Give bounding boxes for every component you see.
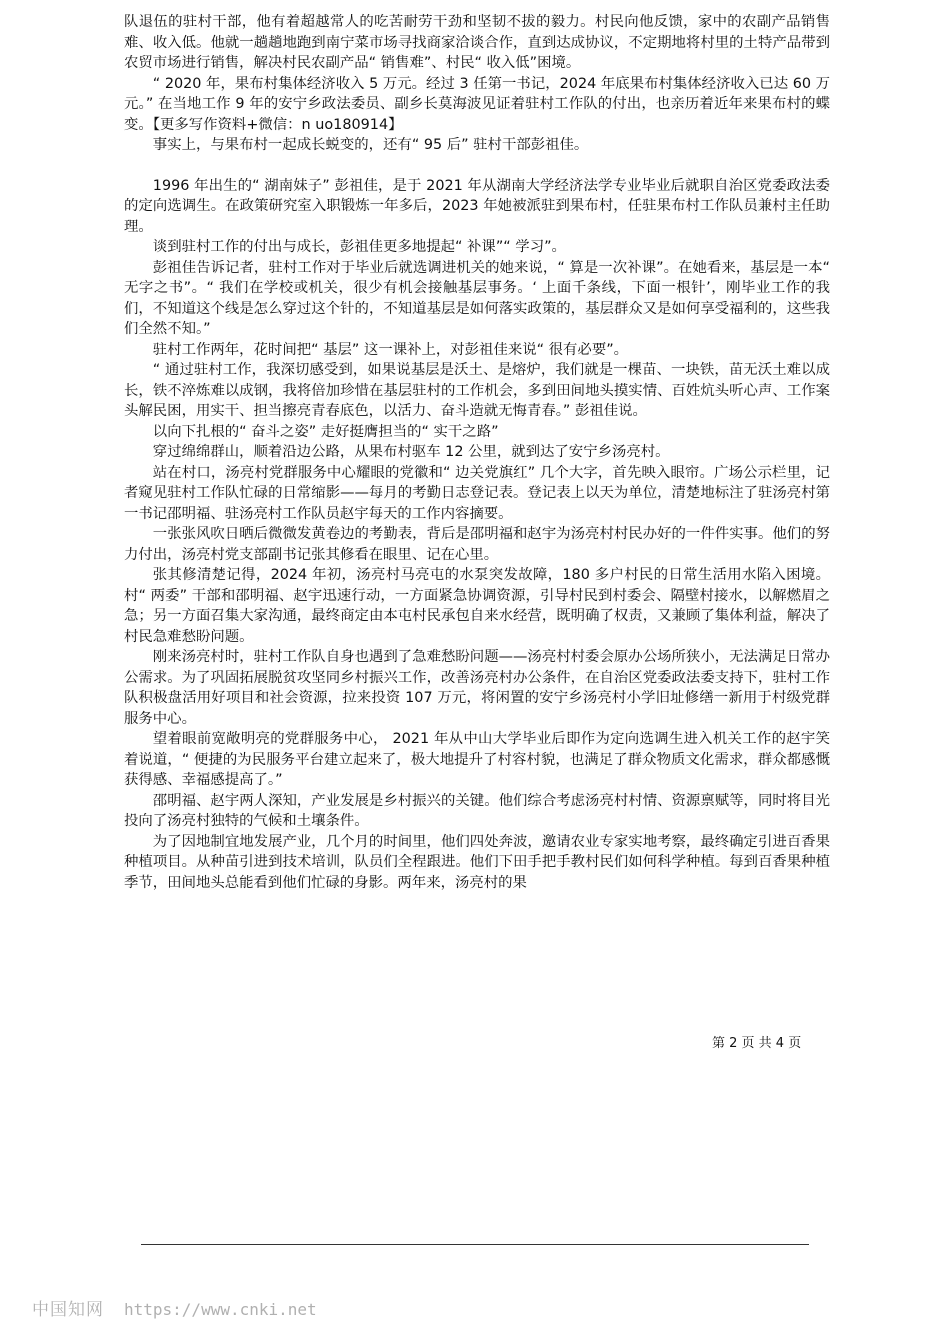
paragraph: 驻村工作两年，花时间把“ 基层” 这一课补上，对彭祖佳来说“ 很有必要”。 — [152, 341, 629, 358]
paragraph: “ 2020 年，果布村集体经济收入 5 万元。经过 3 任第一书记，2024 年底果布村集体经济收入已达 60 万元。” 在当地工作 9 年的安宁乡政法委员、副乡长莫海波见证着驻村工作队的付出，也亲历着近年来果布村的蝶变。【更多写作资料+微信：n uo180914】 — [124, 75, 830, 133]
paragraph: 彭祖佳告诉记者，驻村工作对于毕业后就选调进机关的她来说，“ 算是一次补课”。在她看来，基层是一本“ 无字之书”。“ 我们在学校或机关，很少有机会接触基层事务。‘ 上面千条线，下面一根针’，刚毕业工作的我们，不知道这个线是怎么穿过这个针的，不知道基层是如何落实政策的，基层群众又是如何享受福利的，这些我们全然不知。” — [124, 259, 830, 337]
cnki-watermark — [32, 1295, 317, 1320]
paragraph-continued: 队退伍的驻村干部，他有着超越常人的吃苦耐劳干劲和坚韧不拔的毅力。村民向他反馈，家中的农副产品销售难、收入低。他就一趟趟地跑到南宁菜市场寻找商家洽谈合作，直到达成协议，不定期地将村里的土特产品带到农贸市场进行销售，解决村民农副产品“ 销售难”、村民“ 收入低”困境。 — [124, 14, 830, 71]
paragraph: 穿过绵绵群山，顺着沿边公路，从果布村驱车 12 公里，就到达了安宁乡汤亮村。 — [152, 444, 670, 460]
paragraph: 为了因地制宜地发展产业，几个月的时间里，他们四处奔波，邀请农业专家实地考察，最终确定引进百香果种植项目。从种苗引进到技术培训，队员们全程跟进。他们下田手把手教村民们如何科学种植。每到百香果种植季节，田间地头总能看到他们忙碌的身影。两年来，汤亮村的果 — [124, 833, 830, 891]
paragraph: 一张张风吹日晒后微微发黄卷边的考勤表，背后是邵明福和赵宇为汤亮村村民办好的一件件实事。他们的努力付出，汤亮村党支部副书记张其修看在眼里、记在心里。 — [124, 526, 830, 563]
paragraph: 邵明福、赵宇两人深知，产业发展是乡村振兴的关键。他们综合考虑汤亮村村情、资源禀赋等，同时将目光投向了汤亮村独特的气候和土壤条件。 — [124, 792, 830, 829]
paragraph: 刚来汤亮村时，驻村工作队自身也遇到了急难愁盼问题——汤亮村村委会原办公场所狭小，无法满足日常办公需求。为了巩固拓展脱贫攻坚同乡村振兴工作，改善汤亮村办公条件，在自治区党委政法委支持下，驻村工作队积极盘活用好项目和社会资源，拉来投资 107 万元，将闲置的安宁乡汤亮村小学旧址修缮一新用于村级党群服务中心。 — [124, 649, 830, 727]
document-body — [124, 12, 830, 893]
paragraph: 事实上，与果布村一起成长蜕变的，还有“ 95 后” 驻村干部彭祖佳。 — [152, 137, 589, 153]
paragraph: 望着眼前宽敞明亮的党群服务中心， 2021 年从中山大学毕业后即作为定向选调生进入机关工作的赵宇笑着说道，“ 便捷的为民服务平台建立起来了，极大地提升了村容村貌，也满足了群众物质文化需求，群众都感慨获得感、幸福感提高了。” — [124, 731, 830, 788]
section-heading: 以向下扎根的“ 奋斗之姿” 走好挺膺担当的“ 实干之路” — [152, 423, 499, 440]
paragraph: 1996 年出生的“ 湖南妹子” 彭祖佳，是于 2021 年从湖南大学经济法学专业毕业后就职自治区党委政法委的定向选调生。在政策研究室入职锻炼一年多后，2023 年她被派驻到果布村，任驻果布村工作队员兼村主任助理。 — [124, 177, 830, 235]
watermark-url: https://www.cnki.net — [124, 1300, 317, 1319]
paragraph: 谈到驻村工作的付出与成长，彭祖佳更多地提起“ 补课”“ 学习”。 — [152, 239, 566, 255]
footer-divider — [141, 1244, 809, 1245]
paragraph: 站在村口，汤亮村党群服务中心耀眼的党徽和“ 边关党旗红” 几个大字，首先映入眼帘。广场公示栏里，记者窥见驻村工作队忙碌的日常缩影——每月的考勤日志登记表。登记表上以天为单位，清楚地标注了驻汤亮村第一书记邵明福、驻汤亮村工作队员赵宇每天的工作内容摘要。 — [124, 464, 830, 522]
paragraph: 张其修清楚记得，2024 年初，汤亮村马亮屯的水泵突发故障，180 多户村民的日常生活用水陷入困境。村“ 两委” 干部和邵明福、赵宇迅速行动，一方面紧急协调资源，引导村民到村委会、隔壁村接水，以解燃眉之急；另一方面召集大家沟通，最终商定由本屯村民承包自来水经营，既明确了权责，又兼顾了集体利益，解决了村民急难愁盼问题。 — [124, 567, 830, 645]
page-number: 第 2 页 共 4 页 — [712, 1036, 802, 1051]
paragraph: “ 通过驻村工作，我深切感受到，如果说基层是沃土、是熔炉，我们就是一棵苗、一块铁，苗无沃土难以成长，铁不淬炼难以成钢，我将倍加珍惜在基层驻村的工作机会，多到田间地头摸实情、百姓炕头听心声、工作案头解民困，用实干、担当擦亮青春底色，以活力、奋斗造就无悔青春。” 彭祖佳说。 — [124, 362, 830, 419]
watermark-name: 中国知网 — [32, 1300, 104, 1320]
